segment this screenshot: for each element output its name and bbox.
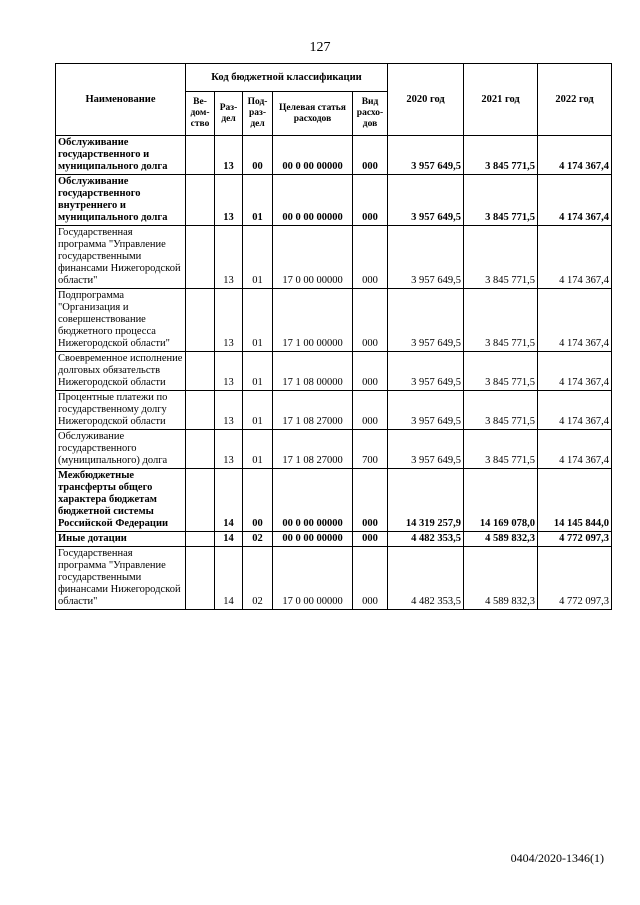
row-amount-2022: 4 174 367,4: [538, 175, 612, 226]
row-vid: 000: [353, 226, 388, 289]
row-podrazdel: 01: [243, 289, 273, 352]
row-amount-2022: 4 174 367,4: [538, 391, 612, 430]
row-vedomstvo: [186, 391, 215, 430]
row-amount-2022: 4 174 367,4: [538, 226, 612, 289]
table-row: [56, 226, 612, 289]
row-razdel: 13: [215, 226, 243, 289]
row-amount-2022: 4 174 367,4: [538, 352, 612, 391]
row-name: Государственная программа "Управление государственными финансами Нижегородской области": [56, 547, 186, 610]
row-razdel: 13: [215, 352, 243, 391]
row-name: Подпрограмма "Организация и совершенствование бюджетного процесса Нижегородской области": [56, 289, 186, 352]
header-vedomstvo: Ве-дом-ство: [186, 92, 215, 136]
row-vid: 000: [353, 136, 388, 175]
row-vedomstvo: [186, 430, 215, 469]
table-header: [56, 64, 612, 136]
row-amount-2021: 3 845 771,5: [464, 289, 538, 352]
row-podrazdel: 01: [243, 226, 273, 289]
row-name: Обслуживание государственного внутреннего и муниципального долга: [56, 175, 186, 226]
row-amount-2020: 3 957 649,5: [388, 175, 464, 226]
row-statya: 00 0 00 00000: [273, 532, 353, 547]
row-podrazdel: 02: [243, 547, 273, 610]
row-amount-2021: 3 845 771,5: [464, 136, 538, 175]
row-amount-2020: 3 957 649,5: [388, 352, 464, 391]
header-2020: 2020 год: [388, 64, 464, 136]
row-name: Процентные платежи по государственному долгу Нижегородской области: [56, 391, 186, 430]
row-podrazdel: 00: [243, 136, 273, 175]
row-vedomstvo: [186, 352, 215, 391]
table-row: [56, 430, 612, 469]
table-row: [56, 175, 612, 226]
row-vedomstvo: [186, 532, 215, 547]
row-amount-2020: 3 957 649,5: [388, 430, 464, 469]
row-razdel: 14: [215, 469, 243, 532]
row-vid: 000: [353, 289, 388, 352]
document-id: 0404/2020-1346(1): [510, 851, 604, 865]
row-razdel: 14: [215, 532, 243, 547]
row-statya: 17 1 08 27000: [273, 430, 353, 469]
row-podrazdel: 01: [243, 175, 273, 226]
table-row: [56, 532, 612, 547]
row-statya: 17 0 00 00000: [273, 547, 353, 610]
row-podrazdel: 01: [243, 391, 273, 430]
page-number: 127: [309, 40, 331, 55]
table-row: [56, 547, 612, 610]
row-amount-2020: 3 957 649,5: [388, 226, 464, 289]
row-amount-2020: 3 957 649,5: [388, 391, 464, 430]
row-vedomstvo: [186, 136, 215, 175]
row-amount-2021: 3 845 771,5: [464, 226, 538, 289]
row-amount-2020: 14 319 257,9: [388, 469, 464, 532]
row-vid: 000: [353, 352, 388, 391]
header-classification-group: Код бюджетной классификации: [186, 64, 388, 92]
row-vid: 000: [353, 469, 388, 532]
row-statya: 17 1 08 27000: [273, 391, 353, 430]
row-name: Государственная программа "Управление государственными финансами Нижегородской области": [56, 226, 186, 289]
row-amount-2022: 4 174 367,4: [538, 136, 612, 175]
table-body: [56, 136, 612, 610]
row-podrazdel: 00: [243, 469, 273, 532]
budget-table: [55, 63, 612, 610]
row-amount-2022: 4 772 097,3: [538, 547, 612, 610]
row-name: Обслуживание государственного (муниципального) долга: [56, 430, 186, 469]
table-row: [56, 469, 612, 532]
row-vid: 000: [353, 175, 388, 226]
row-name: Иные дотации: [56, 532, 186, 547]
row-vedomstvo: [186, 175, 215, 226]
header-name: Наименование: [56, 64, 186, 136]
row-vid: 000: [353, 547, 388, 610]
row-amount-2020: 4 482 353,5: [388, 532, 464, 547]
row-razdel: 13: [215, 391, 243, 430]
row-statya: 17 1 08 00000: [273, 352, 353, 391]
row-statya: 00 0 00 00000: [273, 136, 353, 175]
row-vedomstvo: [186, 289, 215, 352]
header-podrazdel: Под-раз-дел: [243, 92, 273, 136]
table-row: [56, 352, 612, 391]
row-amount-2022: 4 174 367,4: [538, 430, 612, 469]
row-podrazdel: 01: [243, 430, 273, 469]
row-vedomstvo: [186, 226, 215, 289]
row-amount-2020: 4 482 353,5: [388, 547, 464, 610]
row-statya: 17 0 00 00000: [273, 226, 353, 289]
row-statya: 17 1 00 00000: [273, 289, 353, 352]
row-vedomstvo: [186, 469, 215, 532]
row-razdel: 13: [215, 289, 243, 352]
header-vid: Вид расхо-дов: [353, 92, 388, 136]
header-razdel: Раз-дел: [215, 92, 243, 136]
row-amount-2021: 3 845 771,5: [464, 352, 538, 391]
row-amount-2021: 14 169 078,0: [464, 469, 538, 532]
row-amount-2021: 3 845 771,5: [464, 391, 538, 430]
row-razdel: 13: [215, 136, 243, 175]
row-amount-2021: 3 845 771,5: [464, 175, 538, 226]
row-podrazdel: 02: [243, 532, 273, 547]
row-name: Обслуживание государственного и муниципального долга: [56, 136, 186, 175]
row-amount-2022: 14 145 844,0: [538, 469, 612, 532]
row-razdel: 14: [215, 547, 243, 610]
header-statya: Целевая статья расходов: [273, 92, 353, 136]
header-2022: 2022 год: [538, 64, 612, 136]
row-vid: 000: [353, 532, 388, 547]
row-statya: 00 0 00 00000: [273, 469, 353, 532]
table-row: [56, 136, 612, 175]
row-statya: 00 0 00 00000: [273, 175, 353, 226]
row-name: Своевременное исполнение долговых обязательств Нижегородской области: [56, 352, 186, 391]
row-amount-2021: 4 589 832,3: [464, 547, 538, 610]
table-row: [56, 289, 612, 352]
row-vedomstvo: [186, 547, 215, 610]
row-podrazdel: 01: [243, 352, 273, 391]
row-razdel: 13: [215, 430, 243, 469]
row-vid: 000: [353, 391, 388, 430]
row-amount-2022: 4 174 367,4: [538, 289, 612, 352]
header-2021: 2021 год: [464, 64, 538, 136]
row-name: Межбюджетные трансферты общего характера бюджетам бюджетной системы Российской Федерации: [56, 469, 186, 532]
row-amount-2020: 3 957 649,5: [388, 136, 464, 175]
row-vid: 700: [353, 430, 388, 469]
row-amount-2021: 4 589 832,3: [464, 532, 538, 547]
row-amount-2021: 3 845 771,5: [464, 430, 538, 469]
row-razdel: 13: [215, 175, 243, 226]
table-row: [56, 391, 612, 430]
row-amount-2022: 4 772 097,3: [538, 532, 612, 547]
row-amount-2020: 3 957 649,5: [388, 289, 464, 352]
